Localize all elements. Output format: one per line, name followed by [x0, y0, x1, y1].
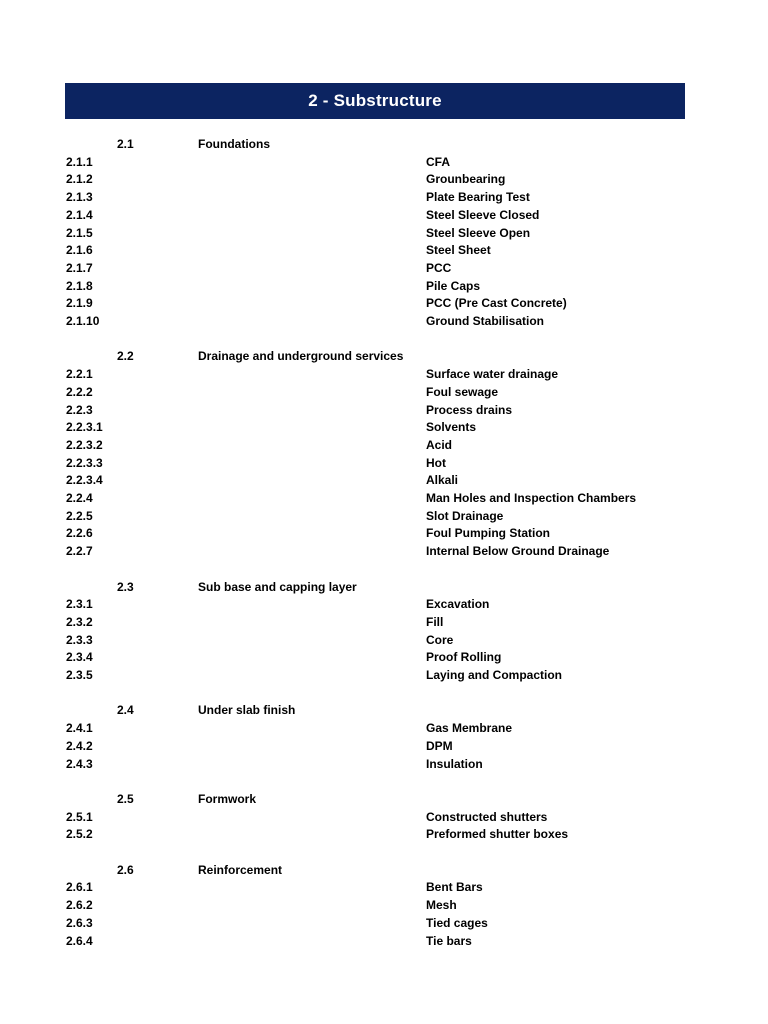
item-code: 2.6.1: [66, 880, 93, 895]
item-code: 2.2.4: [66, 491, 93, 505]
item-row: [0, 402, 768, 420]
item-code: 2.2.3.1: [66, 420, 103, 435]
item-row: [0, 154, 768, 172]
item-row: [0, 897, 768, 915]
item-row: [0, 455, 768, 473]
item-code: 2.2.7: [66, 544, 93, 559]
item-row: [0, 826, 768, 844]
item-label: Internal Below Ground Drainage: [426, 544, 610, 559]
item-row: [0, 419, 768, 437]
item-row: [0, 384, 768, 402]
item-row: [0, 809, 768, 827]
item-row: [0, 756, 768, 774]
item-label: DPM: [426, 738, 453, 753]
item-label: Steel Sleeve Closed: [426, 207, 540, 222]
item-row: [0, 437, 768, 455]
item-label: PCC (Pre Cast Concrete): [426, 296, 567, 311]
item-label: Alkali: [426, 473, 459, 488]
item-code: 2.1.7: [66, 260, 93, 275]
item-code: 2.3.4: [66, 650, 93, 665]
item-row: [0, 543, 768, 561]
item-label: Man Holes and Inspection Chambers: [426, 491, 637, 505]
item-row: [0, 720, 768, 738]
item-code: 2.1.1: [66, 154, 93, 169]
item-label: Insulation: [426, 756, 483, 771]
item-code: 2.1.6: [66, 243, 93, 258]
item-code: 2.6.3: [66, 915, 93, 930]
item-row: [0, 278, 768, 296]
item-code: 2.1.9: [66, 296, 93, 311]
item-label: Preformed shutter boxes: [426, 827, 569, 842]
item-label: Fill: [426, 614, 444, 629]
item-label: Tie bars: [426, 933, 472, 948]
item-code: 2.1.2: [66, 172, 93, 187]
item-label: Slot Drainage: [426, 508, 504, 523]
item-row: [0, 313, 768, 331]
item-label: Core: [426, 632, 454, 647]
item-row: [0, 171, 768, 189]
item-code: 2.4.2: [66, 738, 93, 753]
item-code: 2.2.3: [66, 402, 93, 417]
item-code: 2.3.2: [66, 614, 93, 629]
item-label: Steel Sheet: [426, 243, 491, 258]
item-label: Surface water drainage: [426, 367, 559, 382]
item-row: [0, 207, 768, 225]
section-heading: [0, 579, 768, 597]
item-code: 2.2.2: [66, 384, 93, 399]
item-row: [0, 472, 768, 490]
item-row: [0, 632, 768, 650]
item-row: [0, 242, 768, 260]
item-label: Steel Sleeve Open: [426, 225, 531, 240]
section-heading: [0, 348, 768, 366]
item-row: [0, 649, 768, 667]
item-code: 2.5.1: [66, 809, 93, 824]
page-title: 2 - Substructure: [308, 91, 442, 110]
item-code: 2.3.3: [66, 632, 93, 647]
item-label: PCC: [426, 260, 452, 275]
item-label: Constructed shutters: [426, 809, 548, 824]
section-title: Reinforcement: [198, 862, 283, 877]
item-code: 2.2.1: [66, 367, 93, 382]
item-row: [0, 738, 768, 756]
section-number: 2.5: [117, 791, 134, 806]
item-row: [0, 295, 768, 313]
item-code: 2.2.6: [66, 526, 93, 541]
item-row: [0, 525, 768, 543]
item-code: 2.1.3: [66, 190, 93, 205]
section-title: Sub base and capping layer: [198, 579, 357, 594]
item-label: Pile Caps: [426, 278, 481, 293]
item-label: Hot: [426, 455, 446, 470]
item-label: Laying and Compaction: [426, 668, 563, 682]
item-label: Bent Bars: [426, 880, 483, 895]
item-row: [0, 366, 768, 384]
section-title: Drainage and underground services: [198, 349, 404, 364]
item-code: 2.1.8: [66, 278, 93, 293]
item-code: 2.6.2: [66, 898, 93, 913]
section-heading: [0, 702, 768, 720]
item-code: 2.2.3.3: [66, 455, 103, 470]
item-label: Proof Rolling: [426, 650, 502, 665]
item-code: 2.4.3: [66, 756, 93, 771]
item-row: [0, 490, 768, 508]
item-code: 2.3.5: [66, 668, 93, 682]
section-number: 2.1: [117, 137, 134, 151]
section-number: 2.2: [117, 349, 134, 364]
section-title: Under slab finish: [198, 703, 296, 718]
section-title: Formwork: [198, 791, 257, 806]
item-code: 2.1.4: [66, 207, 93, 222]
item-row: [0, 260, 768, 278]
item-label: Foul Pumping Station: [426, 526, 550, 541]
section-heading: [0, 862, 768, 880]
item-code: 2.2.3.2: [66, 437, 103, 452]
item-label: Tied cages: [426, 915, 488, 930]
section-title: Foundations: [198, 137, 270, 151]
item-row: [0, 879, 768, 897]
item-row: [0, 933, 768, 951]
section-heading: [0, 136, 768, 154]
item-code: 2.6.4: [66, 933, 93, 948]
item-label: Acid: [426, 437, 453, 452]
item-code: 2.2.5: [66, 508, 93, 523]
item-code: 2.2.3.4: [66, 473, 103, 488]
item-label: Plate Bearing Test: [426, 190, 530, 205]
item-row: [0, 508, 768, 526]
item-label: Grounbearing: [426, 172, 506, 187]
item-row: [0, 667, 768, 685]
item-label: Mesh: [426, 898, 457, 913]
item-row: [0, 614, 768, 632]
item-row: [0, 596, 768, 614]
item-code: 2.1.5: [66, 225, 93, 240]
item-code: 2.1.10: [66, 314, 100, 328]
item-label: Foul sewage: [426, 384, 499, 399]
item-row: [0, 189, 768, 207]
item-label: Excavation: [426, 597, 490, 612]
item-label: CFA: [426, 154, 450, 169]
item-code: 2.3.1: [66, 597, 93, 612]
item-code: 2.4.1: [66, 721, 93, 736]
item-row: [0, 225, 768, 243]
item-label: Process drains: [426, 402, 513, 417]
section-number: 2.6: [117, 862, 134, 877]
section-number: 2.3: [117, 579, 134, 594]
section-heading: [0, 791, 768, 809]
item-code: 2.5.2: [66, 827, 93, 842]
item-row: [0, 915, 768, 933]
item-label: Gas Membrane: [426, 721, 513, 736]
item-label: Solvents: [426, 420, 477, 435]
section-number: 2.4: [117, 703, 134, 718]
item-label: Ground Stabilisation: [426, 314, 545, 328]
